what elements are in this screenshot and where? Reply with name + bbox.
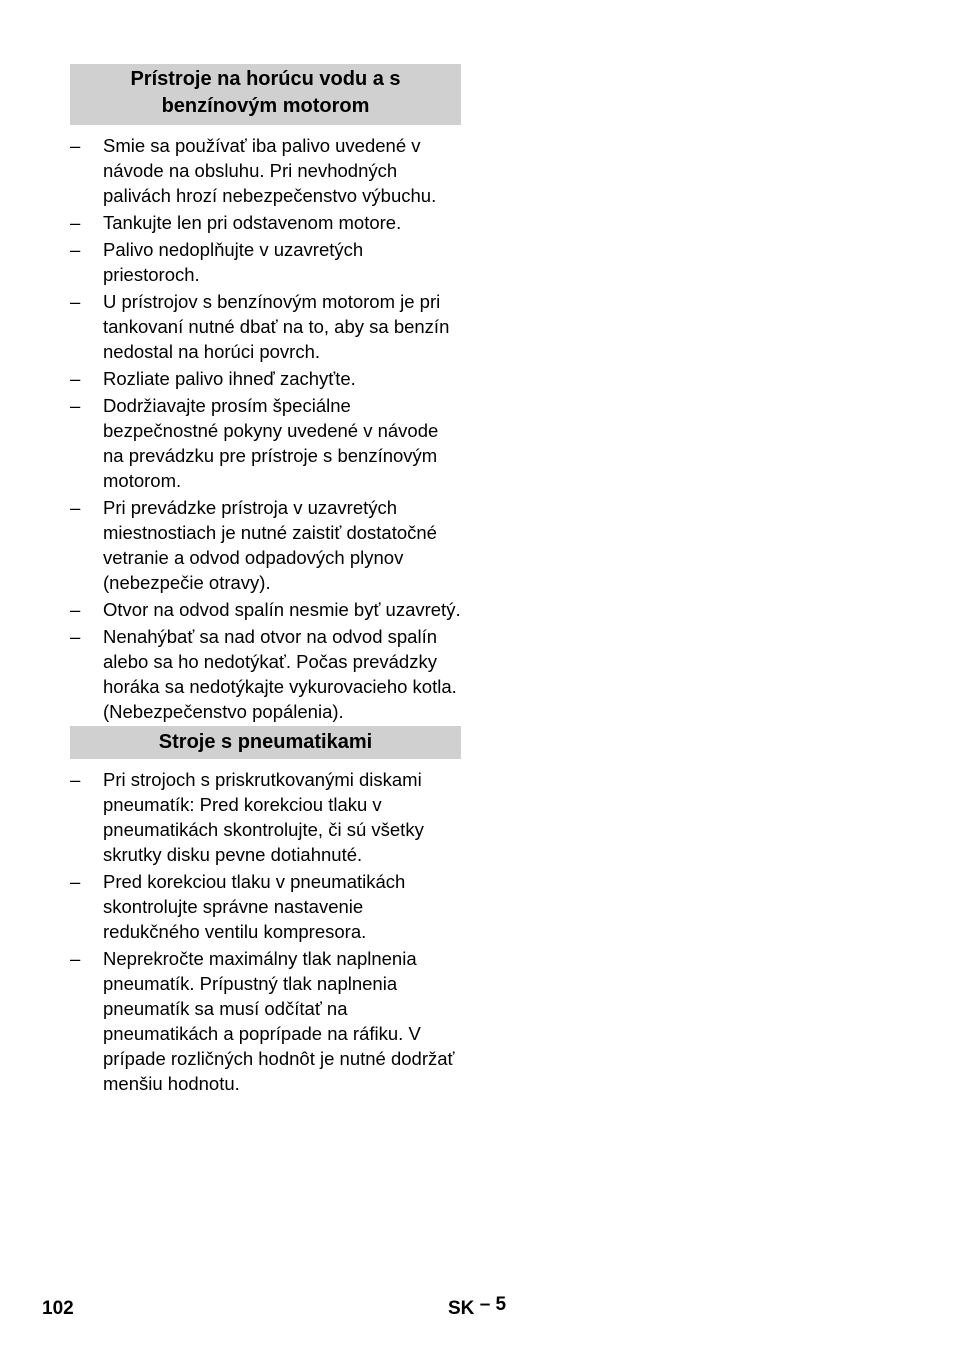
- language-code: SK: [448, 1298, 475, 1319]
- dash-bullet: –: [70, 291, 81, 312]
- list-item: [70, 624, 461, 724]
- list-item-text: Rozliate palivo ihneď zachyťte.: [103, 368, 356, 389]
- list-item-text: Palivo nedoplňujte v uzavretých priestoroch.: [103, 239, 364, 285]
- dash-bullet: –: [70, 948, 81, 969]
- list-item-text: U prístrojov s benzínovým motorom je pri tankovaní nutné dbať na to, aby sa benzín nedostal na horúci povrch.: [103, 291, 450, 362]
- section-page-label: [448, 1294, 507, 1320]
- dash-bullet: –: [70, 212, 81, 233]
- list-item: [70, 869, 461, 944]
- list-item: [70, 133, 461, 208]
- list-item: [70, 495, 461, 595]
- list-item: [70, 946, 461, 1096]
- bullet-list-hot-water-petrol: [70, 133, 461, 724]
- list-item-text: Smie sa používať iba palivo uvedené v návode na obsluhu. Pri nevhodných palivách hrozí nebezpečenstvo výbuchu.: [103, 135, 437, 206]
- list-item: [70, 597, 461, 622]
- list-item-text: Dodržiavajte prosím špeciálne bezpečnostné pokyny uvedené v návode na prevádzku pre prístroje s benzínovým motorom.: [103, 395, 439, 491]
- list-item: [70, 366, 461, 391]
- section-page-number: 5: [495, 1294, 507, 1315]
- page-number: 102: [42, 1298, 74, 1319]
- section-heading-tyre-machines: Stroje s pneumatikami: [70, 726, 461, 759]
- dash-bullet: –: [70, 395, 81, 416]
- section-heading-hot-water-petrol: Prístroje na horúcu vodu a s benzínovým motorom: [70, 64, 461, 125]
- dash-bullet: –: [70, 626, 81, 647]
- list-item: [70, 289, 461, 364]
- dash-bullet: –: [70, 769, 81, 790]
- dash-bullet: –: [70, 871, 81, 892]
- section-separator: –: [479, 1294, 491, 1315]
- list-item-text: Neprekročte maximálny tlak naplnenia pneumatík. Prípustný tlak naplnenia pneumatík sa musí odčítať na pneumatikách a poprípade na ráfiku. V prípade rozličných hodnôt je nutné dodržať menšiu hodnotu.: [103, 948, 455, 1094]
- dash-bullet: –: [70, 239, 81, 260]
- list-item-text: Tankujte len pri odstavenom motore.: [103, 212, 402, 233]
- dash-bullet: –: [70, 368, 81, 389]
- bullet-list-tyre-machines: [70, 767, 461, 1096]
- dash-bullet: –: [70, 497, 81, 518]
- list-item-text: Pri prevádzke prístroja v uzavretých miestnostiach je nutné zaistiť dostatočné vetranie a odvod odpadových plynov (nebezpečie otravy).: [103, 497, 437, 593]
- dash-bullet: –: [70, 599, 81, 620]
- list-item: [70, 393, 461, 493]
- dash-bullet: –: [70, 135, 81, 156]
- list-item: [70, 767, 461, 867]
- content-column: [70, 64, 461, 1098]
- list-item-text: Nenahýbať sa nad otvor na odvod spalín alebo sa ho nedotýkať. Počas prevádzky horáka sa nedotýkajte vykurovacieho kotla. (Nebezpečenstvo popálenia).: [103, 626, 457, 722]
- list-item-text: Otvor na odvod spalín nesmie byť uzavretý.: [103, 599, 461, 620]
- list-item: [70, 237, 461, 287]
- list-item-text: Pred korekciou tlaku v pneumatikách skontrolujte správne nastavenie redukčného ventilu kompresora.: [103, 871, 406, 942]
- list-item-text: Pri strojoch s priskrutkovanými diskami pneumatík: Pred korekciou tlaku v pneumatikách skontrolujte, či sú všetky skrutky disku pevne dotiahnuté.: [103, 769, 424, 865]
- list-item: [70, 210, 461, 235]
